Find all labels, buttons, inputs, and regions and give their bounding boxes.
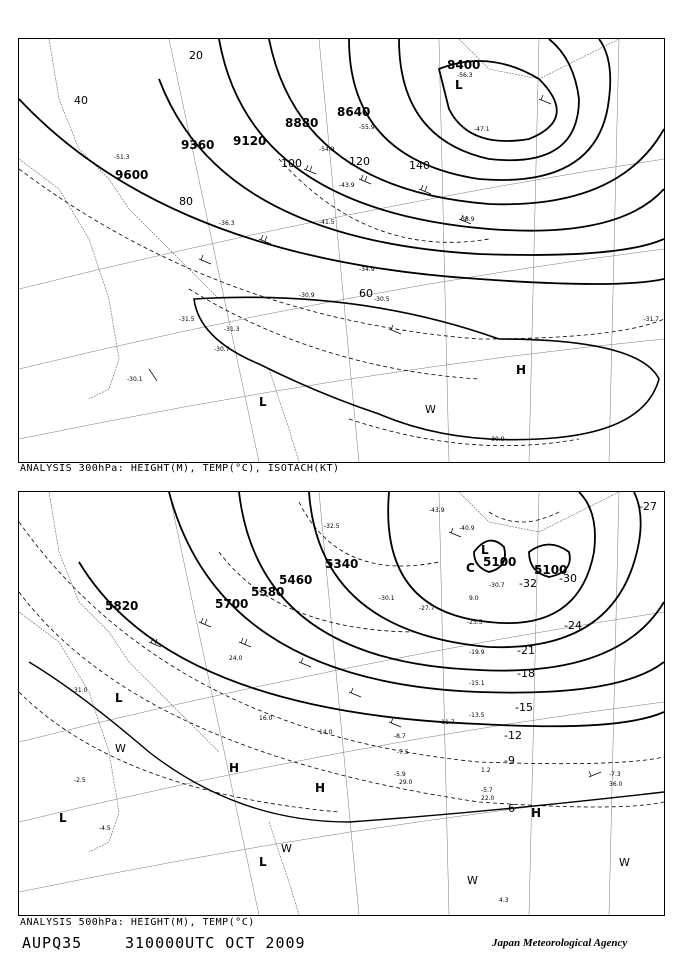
map-300hpa (18, 38, 665, 463)
low-center: L (259, 855, 267, 869)
svg-text:-13.5: -13.5 (469, 712, 485, 719)
svg-text:24.0: 24.0 (229, 655, 243, 662)
height-label: 8400 (447, 58, 481, 72)
warm-center: W (467, 874, 478, 887)
svg-text:-7.5: -7.5 (397, 749, 409, 756)
warm-center: W (619, 856, 630, 869)
map-500hpa-canvas (19, 492, 664, 915)
svg-text:-31.7: -31.7 (643, 316, 659, 323)
isotherm-label: -21 (517, 644, 535, 657)
low-center: L (481, 543, 489, 557)
svg-text:1.2: 1.2 (481, 767, 491, 774)
svg-text:-30.7: -30.7 (489, 582, 505, 589)
low-center: L (259, 395, 267, 409)
height-label: 5340 (325, 557, 359, 571)
svg-text:-30.5: -30.5 (374, 296, 390, 303)
svg-text:36.0: 36.0 (609, 781, 623, 788)
high-center: H (531, 806, 542, 820)
svg-text:-31.5: -31.5 (179, 316, 195, 323)
height-label: 5100 (534, 563, 568, 577)
height-label: 5100 (483, 555, 517, 569)
coastline (19, 39, 619, 462)
caption-300hpa: ANALYSIS 300hPa: HEIGHT(M), TEMP(°C), ISOTACH(KT) (20, 463, 340, 474)
svg-text:16.0: 16.0 (259, 715, 273, 722)
svg-text:-27.7: -27.7 (419, 605, 435, 612)
svg-text:22.0: 22.0 (481, 795, 495, 802)
high-center: H (315, 781, 326, 795)
svg-text:-30.7: -30.7 (214, 346, 230, 353)
svg-text:-15.1: -15.1 (469, 680, 485, 687)
high-center: H (229, 761, 240, 775)
svg-text:-30.9: -30.9 (489, 436, 505, 443)
height-label: 5460 (279, 573, 313, 587)
svg-text:-36.3: -36.3 (219, 220, 235, 227)
height-label: 5700 (215, 597, 249, 611)
svg-text:-7.3: -7.3 (609, 771, 621, 778)
warm-center: W (425, 403, 436, 416)
height-label: 5580 (251, 585, 285, 599)
svg-text:-4.5: -4.5 (99, 825, 111, 832)
isotherm-label: -24 (564, 619, 582, 632)
isotach-label: 140 (409, 159, 430, 172)
height-contours (79, 492, 664, 726)
height-label: 9600 (115, 168, 149, 182)
height-label: 9120 (233, 134, 267, 148)
svg-text:-38.9: -38.9 (459, 216, 475, 223)
svg-text:-19.9: -19.9 (469, 649, 485, 656)
svg-text:-34.9: -34.9 (359, 266, 375, 273)
isotach-label: 60 (359, 287, 373, 300)
svg-text:-5.7: -5.7 (481, 787, 493, 794)
isotherm-label: -30 (559, 572, 577, 585)
svg-text:-43.9: -43.9 (429, 507, 445, 514)
svg-text:-30.9: -30.9 (299, 292, 315, 299)
jet-outline (194, 297, 659, 439)
height-label: 8880 (285, 116, 319, 130)
height-contours (19, 39, 664, 284)
caption-500hpa: ANALYSIS 500hPa: HEIGHT(M), TEMP(°C) (20, 917, 255, 928)
svg-text:-5.9: -5.9 (394, 771, 406, 778)
svg-text:-32.5: -32.5 (324, 523, 340, 530)
svg-text:9.0: 9.0 (469, 595, 479, 602)
isotherm-label: -32 (519, 577, 537, 590)
isotherm-label: -15 (515, 701, 533, 714)
height-label: 9360 (181, 138, 215, 152)
svg-text:-40.9: -40.9 (459, 525, 475, 532)
height-label: 8640 (337, 105, 371, 119)
svg-text:-41.5: -41.5 (319, 219, 335, 226)
svg-text:-11.7: -11.7 (439, 719, 455, 726)
svg-text:4.3: 4.3 (499, 897, 509, 904)
svg-text:-47.1: -47.1 (474, 126, 490, 133)
isotherm-label: -12 (504, 729, 522, 742)
graticule (19, 39, 664, 462)
temperature-labels (114, 72, 659, 443)
low-center: L (59, 811, 67, 825)
agency-name: Japan Meteorological Agency (492, 937, 628, 949)
isotherm-label: -27 (639, 500, 657, 513)
isotach-label: 100 (281, 157, 302, 170)
svg-text:-8.7: -8.7 (394, 733, 406, 740)
high-center: H (516, 363, 527, 377)
svg-text:-31.3: -31.3 (224, 326, 240, 333)
map-300hpa-canvas (19, 39, 664, 462)
svg-text:-55.9: -55.9 (359, 124, 375, 131)
isotach-label: 20 (189, 49, 203, 62)
svg-text:-56.3: -56.3 (457, 72, 473, 79)
low-center: L (455, 78, 463, 92)
valid-time: 310000UTC OCT 2009 (125, 934, 306, 952)
svg-text:31.0: 31.0 (74, 687, 88, 694)
isotach-label: 80 (179, 195, 193, 208)
cold-center: C (466, 561, 475, 575)
warm-center: W (281, 842, 292, 855)
isotach-label: 40 (74, 94, 88, 107)
svg-text:-2.5: -2.5 (74, 777, 86, 784)
warm-center: W (115, 742, 126, 755)
product-id: AUPQ35 (22, 934, 83, 952)
isotherm-contours (19, 502, 664, 812)
low-center: L (115, 691, 123, 705)
svg-text:-43.9: -43.9 (339, 182, 355, 189)
isotherm-label: -18 (517, 667, 535, 680)
svg-text:-30.1: -30.1 (127, 376, 143, 383)
svg-text:-23.5: -23.5 (467, 619, 483, 626)
svg-text:14.0: 14.0 (319, 729, 333, 736)
svg-text:29.0: 29.0 (399, 779, 413, 786)
height-label: 5820 (105, 599, 139, 613)
isotherm-label: -6 (504, 802, 515, 815)
svg-text:-54.9: -54.9 (319, 146, 335, 153)
isotherm-label: -9 (504, 754, 515, 767)
svg-text:-51.3: -51.3 (114, 154, 130, 161)
svg-text:-30.1: -30.1 (379, 595, 395, 602)
isotach-label: 120 (349, 155, 370, 168)
map-500hpa (18, 491, 665, 916)
